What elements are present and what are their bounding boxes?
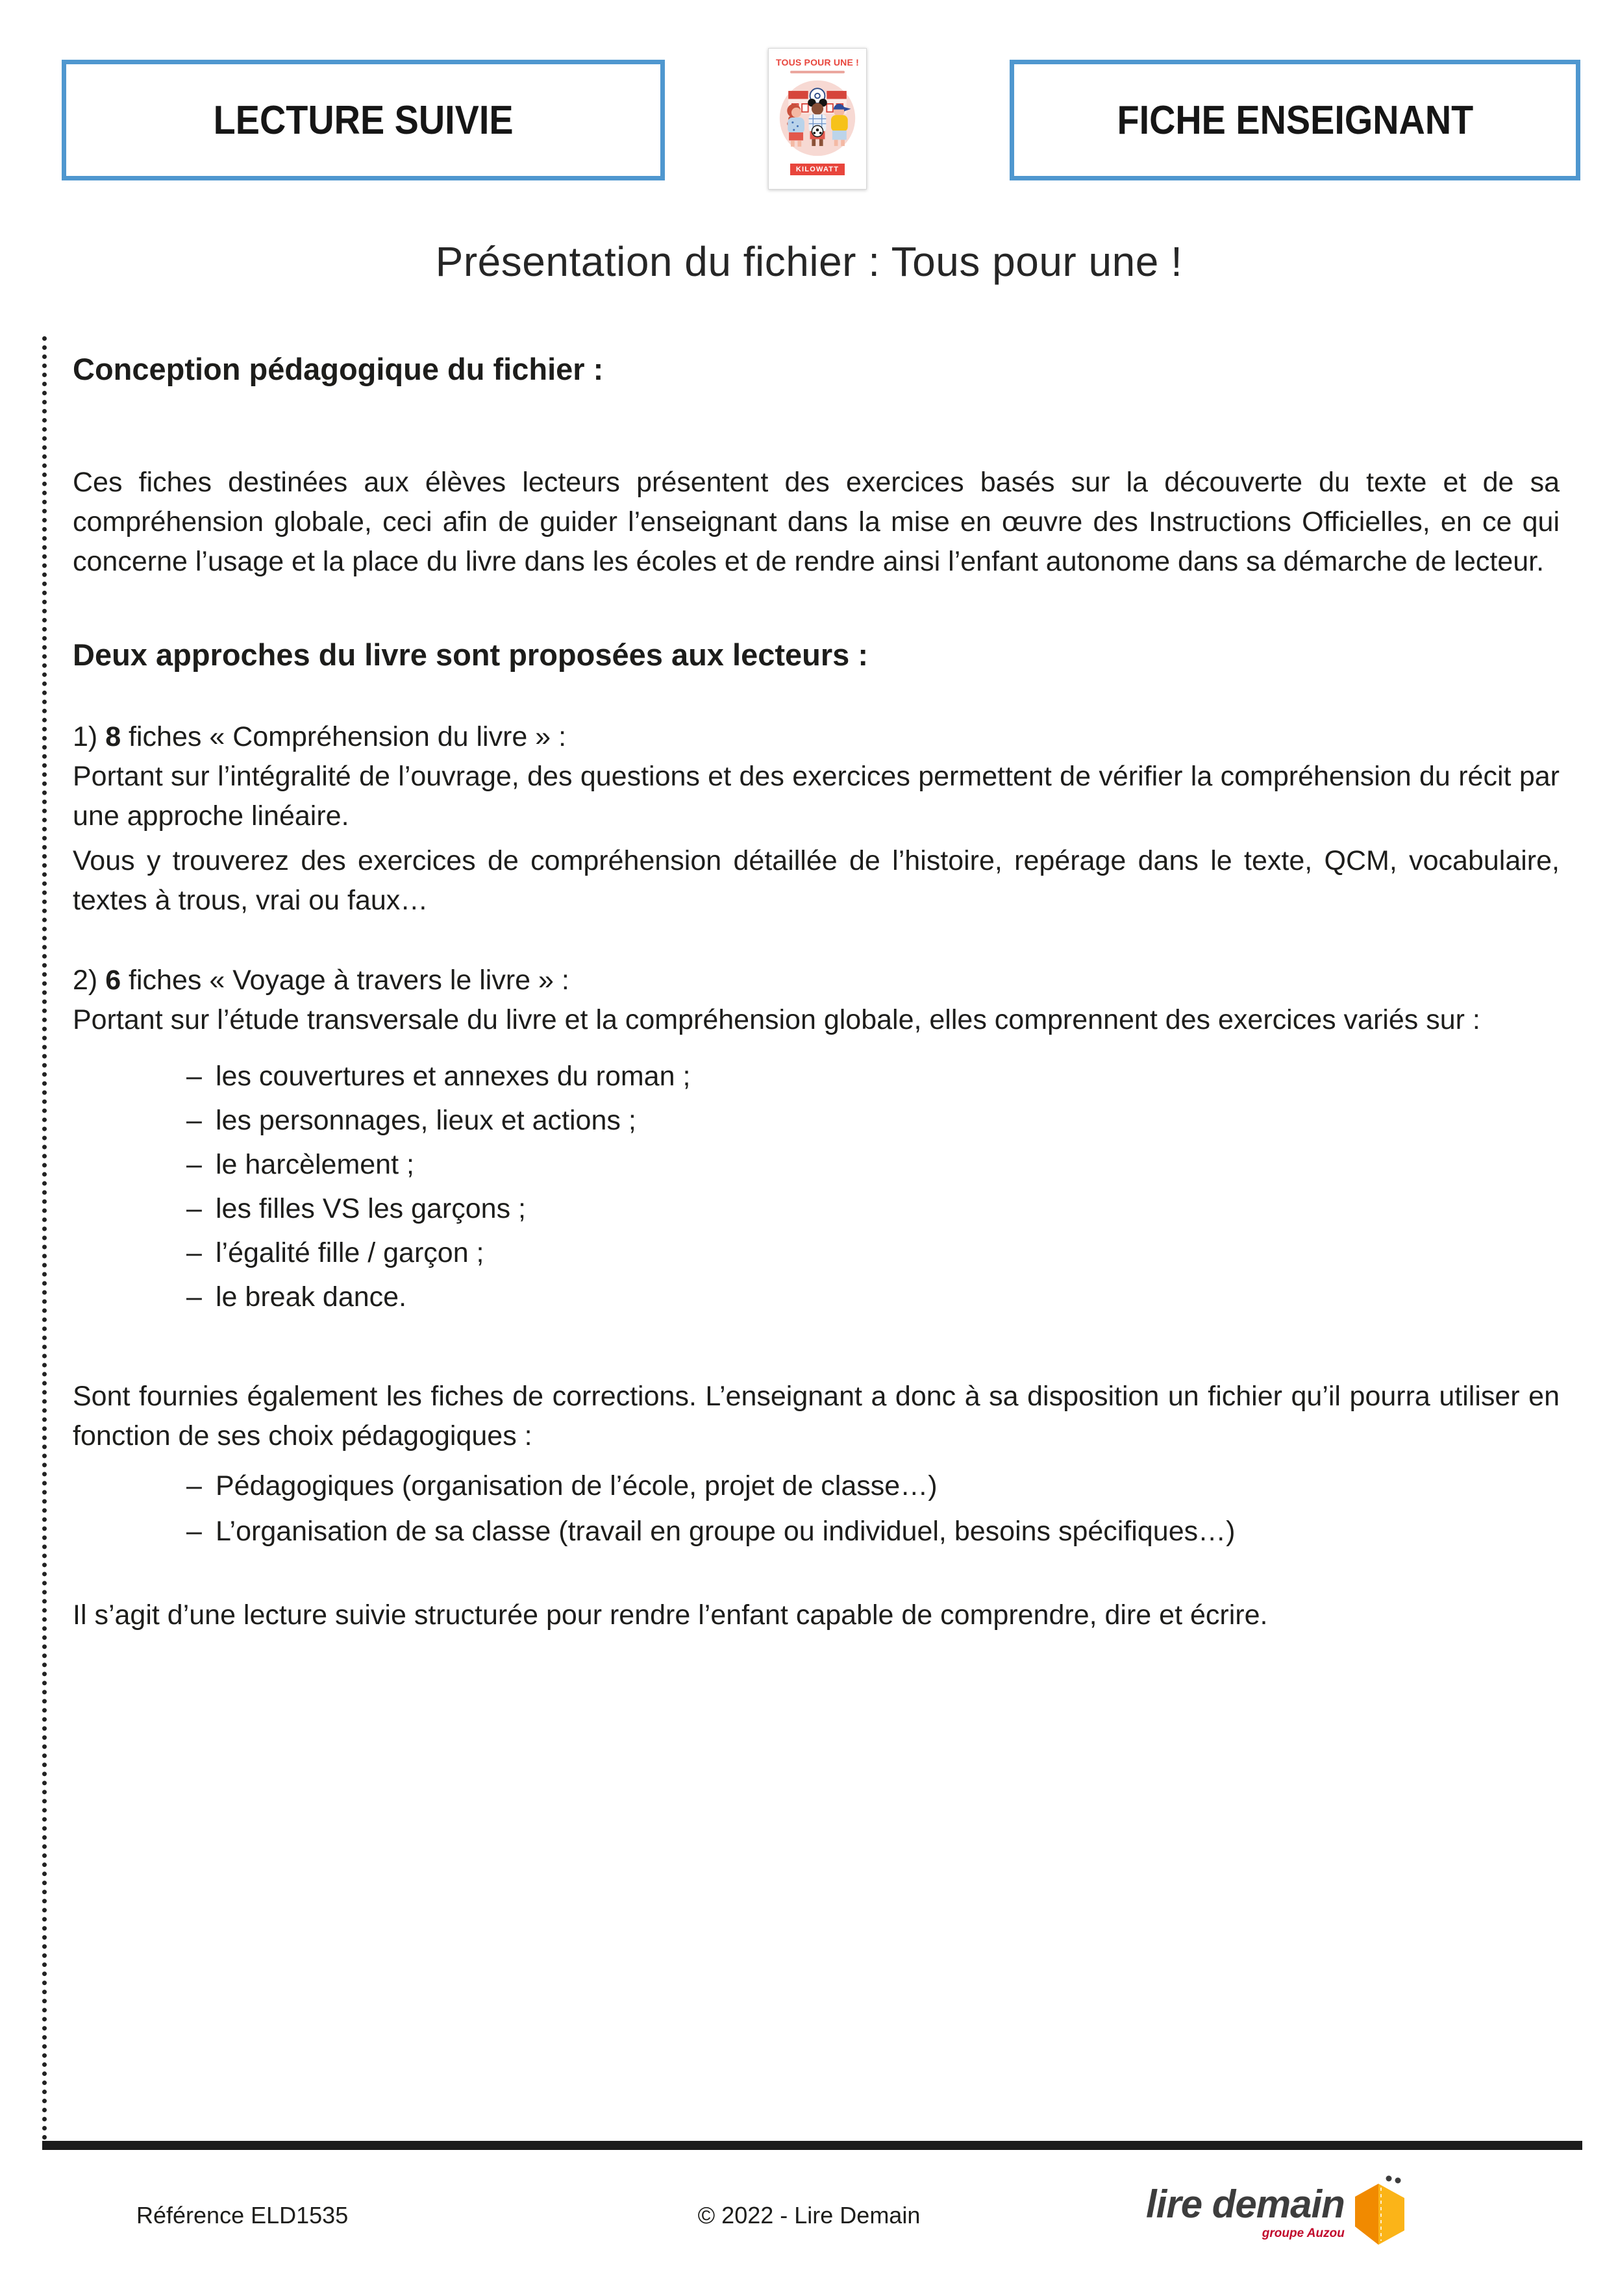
approach-1-prefix: 1): [73, 721, 106, 752]
book-cover-illustration: [777, 78, 858, 158]
corrections-bullet-list: [73, 1466, 1560, 1551]
lire-demain-logo-text-block: [1146, 2182, 1345, 2241]
open-book-icon: [1349, 2173, 1413, 2254]
approach-2-bullet-list: [73, 1057, 1560, 1317]
list-item: – L’organisation de sa classe (travail en groupe ou individuel, besoins spécifiques…): [186, 1512, 1560, 1551]
section-heading-deux-approches: Deux approches du livre sont proposées aux lecteurs :: [73, 637, 868, 672]
approach-1-title: [73, 717, 1560, 757]
approach-1-label: fiches « Compréhension du livre » :: [121, 721, 567, 752]
approach-2-prefix: 2): [73, 964, 106, 996]
lecture-suivie-label: LECTURE SUIVIE: [213, 97, 514, 143]
lire-demain-wordmark: lire demain: [1146, 2182, 1345, 2226]
paragraph-conception: Ces fiches destinées aux élèves lecteurs présentent des exercices basés sur la découverte du texte et de sa compréhension globale, ceci afin de guider l’enseignant dans la mise en œuvre des Instructions Officielles, en ce qui concerne l’usage et la place du livre dans les écoles et de rendre ainsi l’enfant autonome dans sa démarche de lecteur.: [73, 466, 1560, 577]
list-item: – les personnages, lieux et actions ;: [186, 1101, 1560, 1141]
fiche-enseignant-label: FICHE ENSEIGNANT: [1117, 97, 1473, 143]
approach-2-label: fiches « Voyage à travers le livre » :: [121, 964, 569, 996]
footer-reference: Référence ELD1535: [136, 2202, 349, 2228]
list-item: – les couvertures et annexes du roman ;: [186, 1057, 1560, 1096]
approach-1-paragraph-2: Vous y trouverez des exercices de compréhension détaillée de l’histoire, repérage dans le texte, QCM, vocabulaire, textes à trous, vrai ou faux…: [73, 845, 1560, 916]
approach-2-count: 6: [105, 964, 121, 996]
book-cover-title: TOUS POUR UNE !: [776, 57, 859, 68]
footer-divider: [42, 2141, 1582, 2150]
lire-demain-logo: [1146, 2173, 1413, 2254]
content-frame: [42, 336, 1582, 2141]
header-box-lecture-suivie: [62, 60, 665, 180]
footer-copyright: © 2022 - Lire Demain: [697, 2202, 921, 2228]
approach-2-paragraph-1: Portant sur l’étude transversale du livre et la compréhension globale, elles comprennent des exercices variés sur :: [73, 1004, 1480, 1035]
section-heading-conception: Conception pédagogique du fichier :: [73, 352, 604, 386]
paragraph-conclusion: Il s’agit d’une lecture suivie structurée pour rendre l’enfant capable de comprendre, dire et écrire.: [73, 1599, 1268, 1631]
list-item: – Pédagogiques (organisation de l’école, projet de classe…): [186, 1466, 1560, 1506]
approach-1-count: 8: [105, 721, 121, 752]
page-title: Présentation du fichier : Tous pour une !: [435, 238, 1183, 285]
book-cover: [768, 48, 867, 190]
list-item: – le harcèlement ;: [186, 1145, 1560, 1185]
approach-2-title: [73, 961, 1560, 1000]
book-cover-authors-placeholder: [790, 71, 845, 73]
approach-1-paragraph-1: Portant sur l’intégralité de l’ouvrage, des questions et des exercices permettent de vérifier la compréhension du récit par une approche linéaire.: [73, 760, 1560, 832]
list-item: – l’égalité fille / garçon ;: [186, 1233, 1560, 1273]
paragraph-corrections: Sont fournies également les fiches de corrections. L’enseignant a donc à sa disposition un fichier qu’il pourra utiliser en fonction de ses choix pédagogiques :: [73, 1381, 1560, 1452]
list-item: – le break dance.: [186, 1278, 1560, 1317]
groupe-auzou-label: groupe Auzou: [1262, 2227, 1345, 2240]
book-cover-publisher: KILOWATT: [790, 164, 845, 175]
list-item: – les filles VS les garçons ;: [186, 1189, 1560, 1229]
header-box-fiche-enseignant: [1010, 60, 1580, 180]
